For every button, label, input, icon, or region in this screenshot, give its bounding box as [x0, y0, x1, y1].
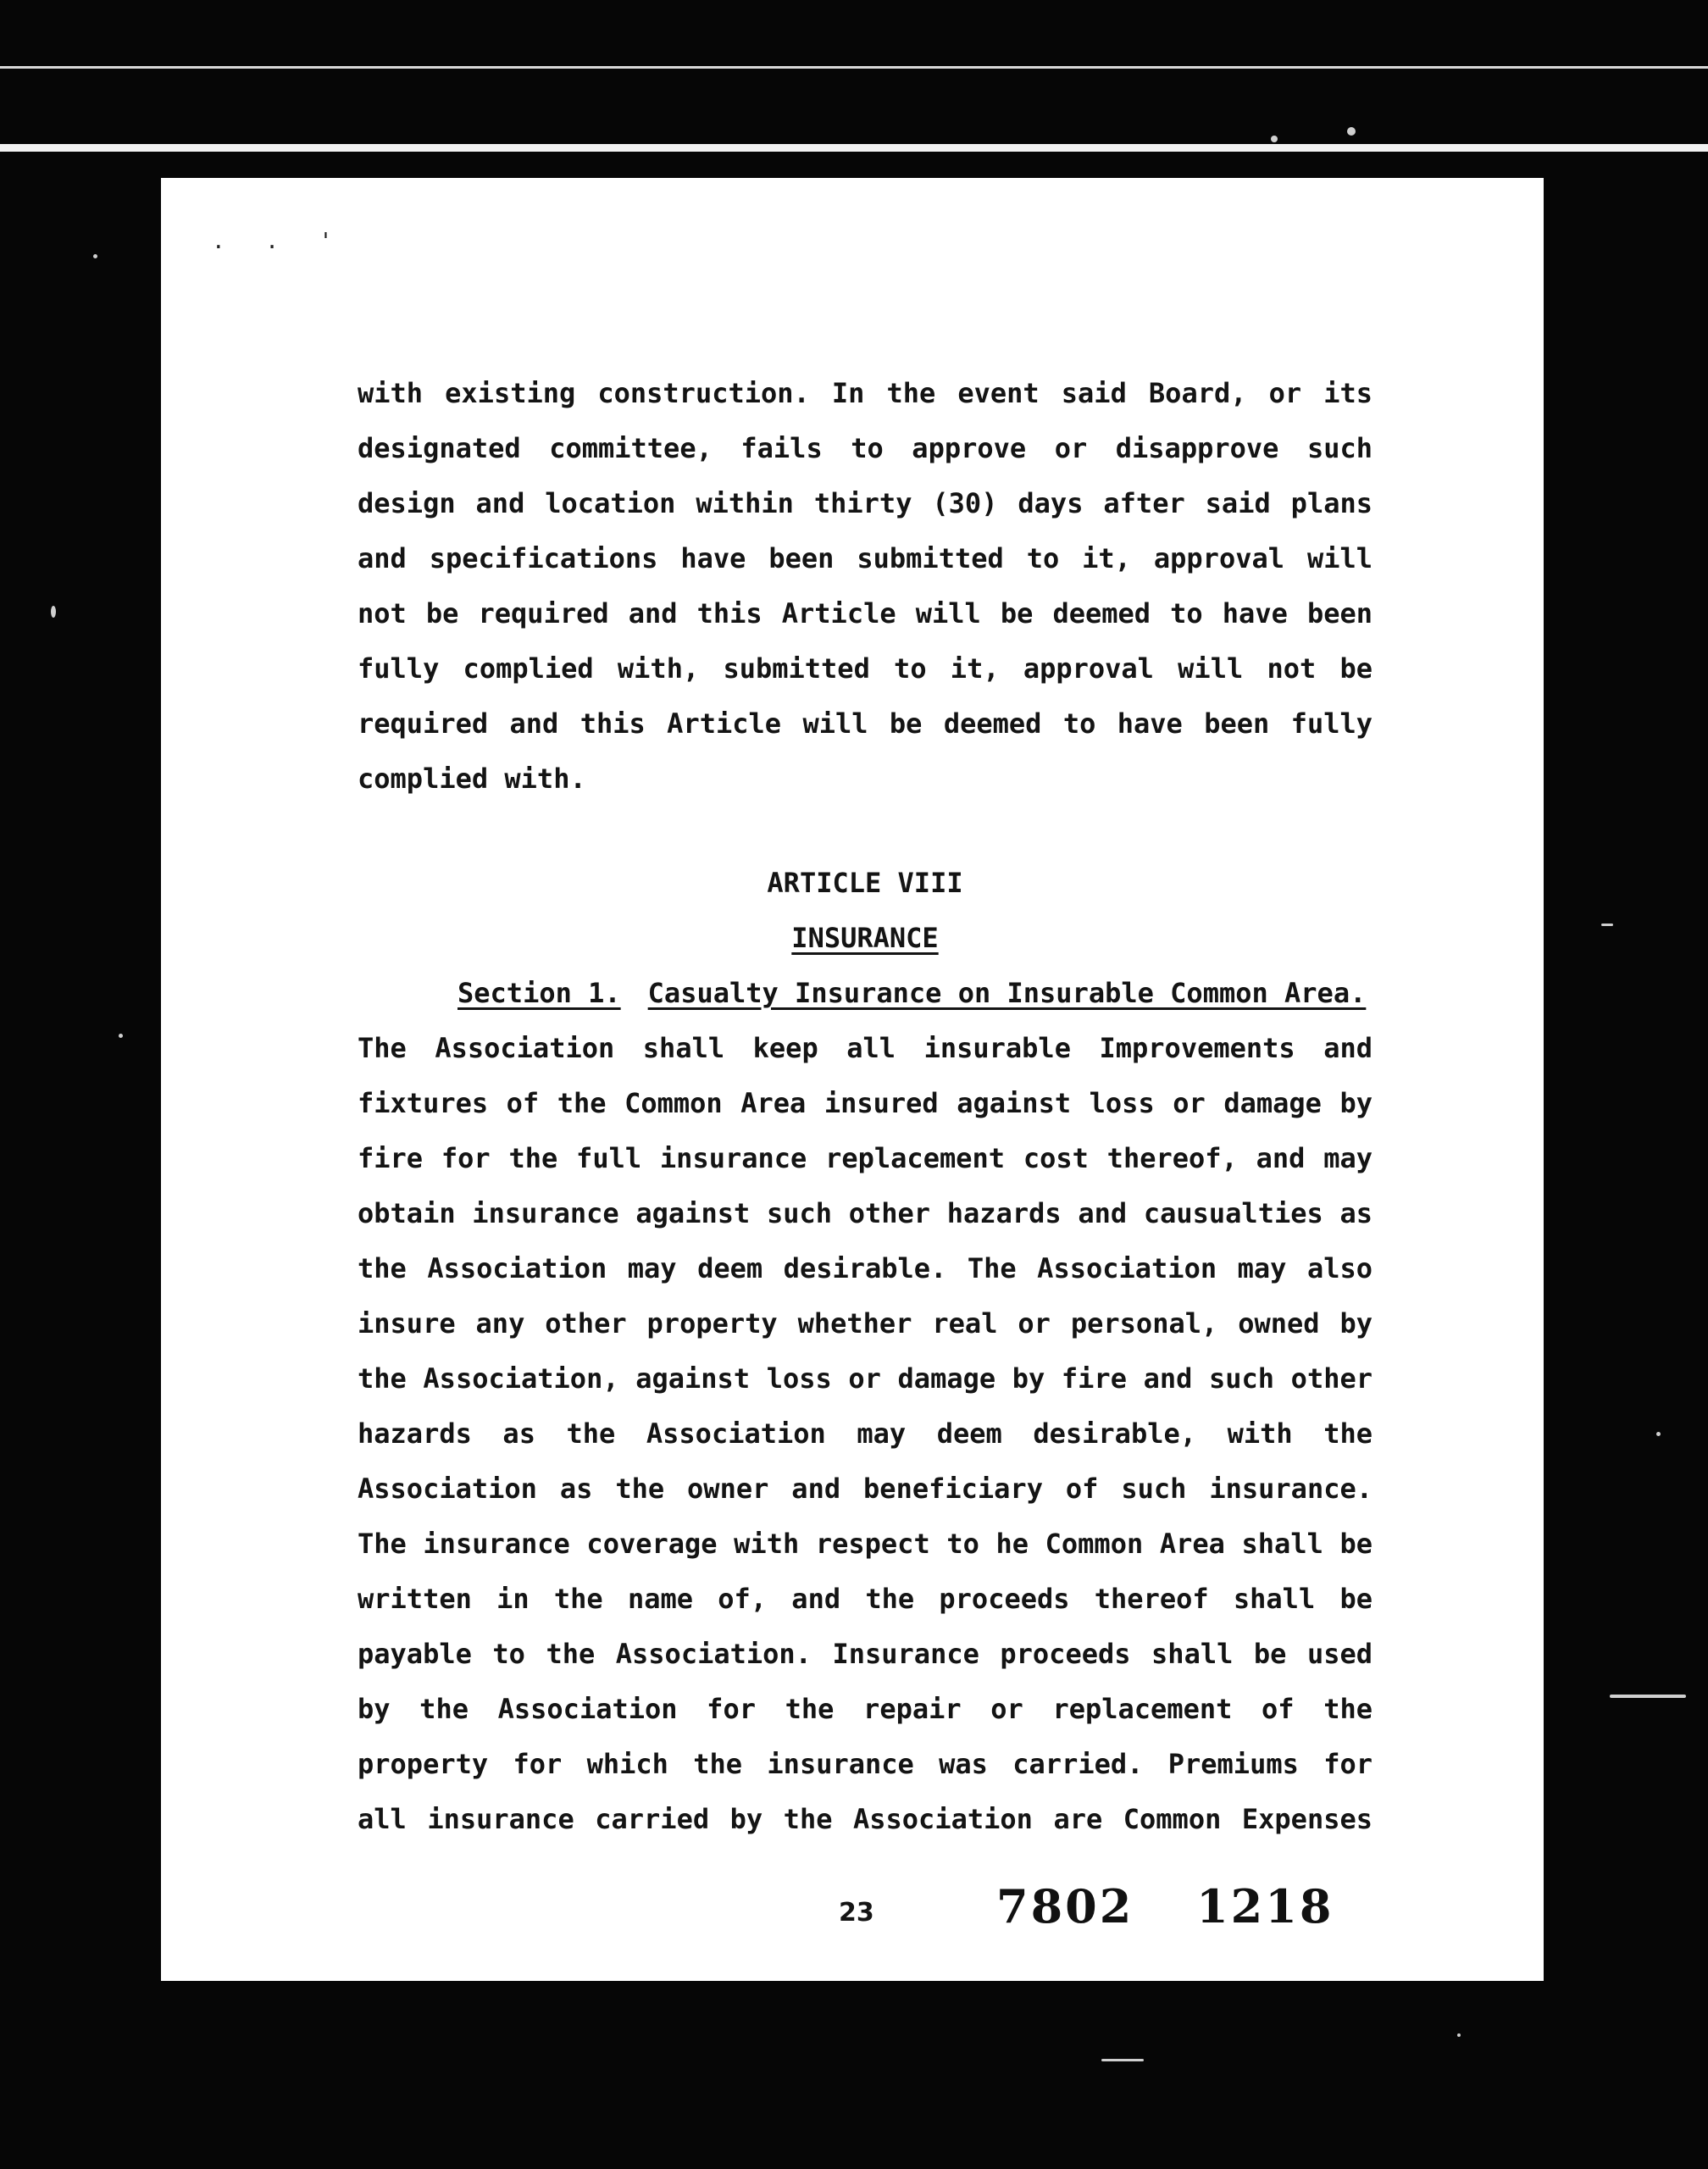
- document-page: [161, 178, 1544, 1981]
- text-line: hazards as the Association may deem desirable, with the: [358, 1417, 1372, 1450]
- text-line: Association as the owner and beneficiary of such insurance.: [358, 1473, 1372, 1505]
- corner-marks: . . ': [212, 229, 347, 254]
- article-title-text: INSURANCE: [791, 922, 939, 954]
- scan-speck: [1347, 127, 1356, 136]
- record-stamp-number: 7802 1218: [996, 1879, 1334, 1933]
- text-line: design and location within thirty (30) days after said plans: [358, 487, 1372, 519]
- scan-speck: [119, 1034, 123, 1038]
- text-line: the Association, against loss or damage by fire and such other: [358, 1362, 1372, 1395]
- scan-speck: [1656, 1432, 1661, 1436]
- text-line: fire for the full insurance replacement cost thereof, and may: [358, 1142, 1372, 1174]
- text-line: insure any other property whether real or personal, owned by: [358, 1307, 1372, 1340]
- spacer: [358, 807, 1372, 856]
- text-line: not be required and this Article will be deemed to have been: [358, 597, 1372, 630]
- scan-speck: [1601, 924, 1613, 926]
- article-title: [358, 911, 1372, 966]
- paragraph-continued: [358, 366, 1372, 807]
- scan-speck: [93, 254, 97, 258]
- paragraph-insurance: [358, 1021, 1372, 1847]
- text-line: obtain insurance against such other hazards and causualties as: [358, 1197, 1372, 1229]
- scan-speck: [1610, 1695, 1686, 1698]
- article-heading: ARTICLE VIII: [767, 867, 963, 899]
- text-line: The Association shall keep all insurable Improvements and: [358, 1032, 1372, 1064]
- text-line: written in the name of, and the proceeds thereof shall be: [358, 1583, 1372, 1615]
- text-line: complied with.: [358, 763, 586, 795]
- scan-artifact-band: [0, 144, 1708, 152]
- text-line: by the Association for the repair or replacement of the: [358, 1693, 1372, 1725]
- text-line: fully complied with, submitted to it, approval will not be: [358, 652, 1372, 685]
- text-line: required and this Article will be deemed to have been fully: [358, 707, 1372, 740]
- text-line: with existing construction. In the event said Board, or its: [358, 377, 1372, 409]
- document-body: [358, 366, 1372, 1847]
- section-heading: [358, 966, 1372, 1021]
- text-line: and specifications have been submitted to it, approval will: [358, 542, 1372, 574]
- page-number: 23: [839, 1898, 874, 1928]
- text-line: all insurance carried by the Association are Common Expenses: [358, 1803, 1372, 1835]
- section-title: Casualty Insurance on Insurable Common Area.: [647, 977, 1367, 1009]
- text-line: The insurance coverage with respect to he Common Area shall be: [358, 1528, 1372, 1560]
- text-line: property for which the insurance was carried. Premiums for: [358, 1748, 1372, 1780]
- text-line: designated committee, fails to approve or disapprove such: [358, 432, 1372, 464]
- scan-speck: [51, 606, 56, 618]
- scan-speck: [1101, 2059, 1144, 2061]
- scan-speck: [1271, 136, 1278, 142]
- scan-artifact-line: [0, 66, 1708, 69]
- text-line: fixtures of the Common Area insured against loss or damage by: [358, 1087, 1372, 1119]
- page-footer: [161, 1872, 1544, 1957]
- scan-speck: [1457, 2033, 1461, 2037]
- text-line: the Association may deem desirable. The Association may also: [358, 1252, 1372, 1284]
- text-line: payable to the Association. Insurance proceeds shall be used: [358, 1638, 1372, 1670]
- section-number: Section 1.: [458, 977, 621, 1009]
